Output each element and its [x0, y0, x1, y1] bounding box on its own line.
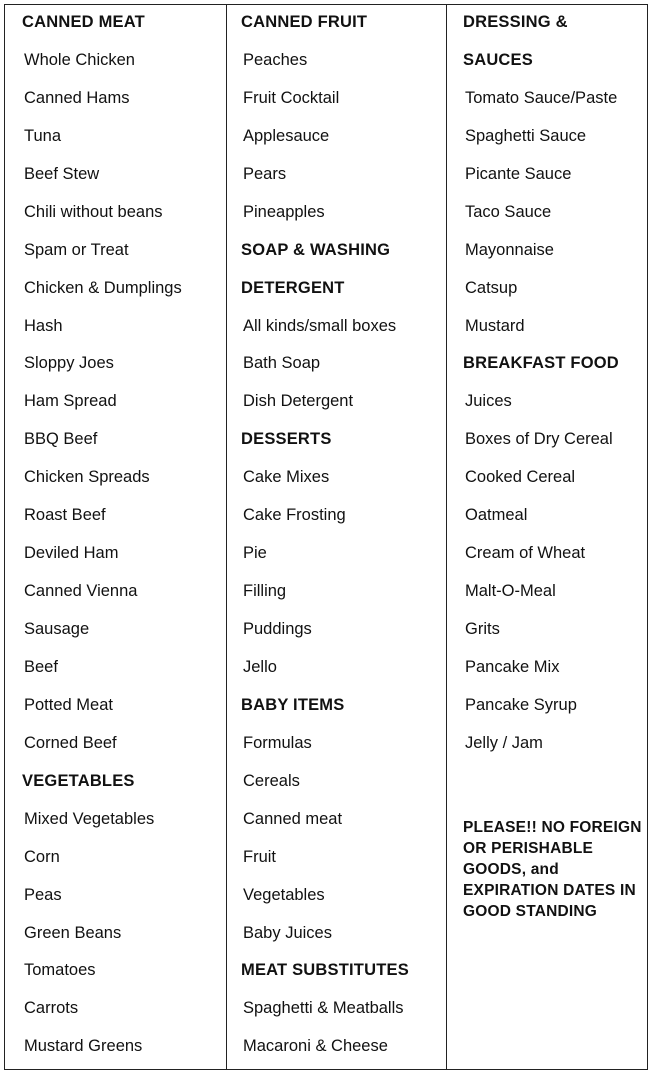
list-item: Spam or Treat	[24, 240, 129, 259]
list-item: Cream of Wheat	[465, 544, 586, 563]
column-sauces-breakfast	[463, 4, 643, 922]
list-item: Whole Chicken	[24, 50, 135, 69]
list-item: Filling	[243, 582, 287, 601]
list-item: Roast Beef	[24, 506, 106, 525]
list-item: Pineapples	[243, 202, 325, 221]
blank-row	[463, 763, 643, 801]
donation-notice: PLEASE!! NO FOREIGN OR PERISHABLE GOODS, and EXPIRATION DATES IN GOOD STANDING	[463, 818, 642, 920]
list-item: Sausage	[24, 620, 90, 638]
list-item: Cake Mixes	[243, 468, 330, 487]
list-item: Tomatoes	[24, 961, 96, 980]
list-item: Carrots	[24, 999, 79, 1018]
list-item: Canned Hams	[24, 88, 130, 107]
list-item: Spaghetti & Meatballs	[243, 999, 404, 1018]
list-item: Potted Meat	[24, 695, 113, 714]
list-item: Jello	[243, 657, 277, 676]
list-item: Mayonnaise	[465, 240, 554, 259]
list-item: Bath Soap	[243, 354, 321, 373]
list-item: Chicken Spreads	[24, 468, 150, 487]
category-heading: CANNED FRUIT	[241, 13, 368, 31]
list-item: Fruit Cocktail	[243, 88, 340, 107]
list-item: Cake Frosting	[243, 506, 346, 525]
category-heading: DETERGENT	[241, 278, 345, 297]
list-item: Macaroni & Cheese	[243, 1037, 388, 1056]
column-fruit-soap-desserts-baby	[241, 4, 441, 1066]
category-heading: MEAT SUBSTITUTES	[241, 961, 409, 980]
list-item: Cooked Cereal	[465, 468, 576, 487]
list-item: Oatmeal	[465, 506, 528, 525]
list-item: Corn	[24, 847, 60, 866]
list-item: Green Beans	[24, 923, 122, 942]
column-canned-meat-vegetables	[22, 4, 222, 1066]
category-heading: SAUCES	[463, 50, 533, 69]
list-item: Canned meat	[243, 809, 343, 828]
list-item: Beef Stew	[24, 164, 100, 183]
category-heading: BREAKFAST FOOD	[463, 354, 619, 373]
list-item: Peas	[24, 885, 62, 904]
list-item: Grits	[465, 620, 500, 638]
list-item: Beef	[24, 657, 58, 676]
list-item: Pie	[243, 544, 267, 563]
list-item: Vegetables	[243, 885, 325, 904]
list-item: Juices	[465, 392, 512, 411]
list-item: Taco Sauce	[465, 202, 552, 221]
list-item: Spaghetti Sauce	[465, 126, 587, 145]
list-item: Formulas	[243, 733, 312, 752]
category-heading: SOAP & WASHING	[241, 240, 391, 259]
list-item: Peaches	[243, 50, 308, 69]
category-heading: DESSERTS	[241, 430, 332, 449]
list-item: Chicken & Dumplings	[24, 278, 182, 297]
category-heading: VEGETABLES	[22, 771, 135, 790]
list-item: Baby Juices	[243, 923, 332, 942]
list-item: Mixed Vegetables	[24, 809, 155, 828]
column-divider	[446, 4, 447, 1070]
category-heading: CANNED MEAT	[22, 13, 145, 31]
list-item: Applesauce	[243, 126, 330, 145]
list-item: Tomato Sauce/Paste	[465, 88, 618, 107]
list-item: Boxes of Dry Cereal	[465, 430, 613, 449]
list-item: Cereals	[243, 771, 300, 790]
column-divider	[226, 4, 227, 1070]
category-heading: DRESSING &	[463, 13, 568, 31]
list-item: Tuna	[24, 126, 61, 145]
list-item: Corned Beef	[24, 733, 117, 752]
list-item: Mustard Greens	[24, 1037, 143, 1056]
list-item: Pancake Mix	[465, 657, 560, 676]
list-item: Picante Sauce	[465, 164, 572, 183]
list-item: Puddings	[243, 620, 312, 638]
list-item: Fruit	[243, 847, 276, 866]
list-item: Catsup	[465, 278, 518, 297]
list-item: Chili without beans	[24, 202, 163, 221]
list-item: Sloppy Joes	[24, 354, 114, 373]
category-heading: BABY ITEMS	[241, 695, 345, 714]
list-item: Pancake Syrup	[465, 695, 577, 714]
list-item: Dish Detergent	[243, 392, 354, 411]
list-item: Ham Spread	[24, 392, 117, 411]
list-item: Canned Vienna	[24, 582, 138, 601]
list-item: Pears	[243, 164, 287, 183]
list-item: Malt-O-Meal	[465, 582, 556, 601]
list-item: Deviled Ham	[24, 544, 119, 563]
list-item: Mustard	[465, 316, 525, 335]
list-item: BBQ Beef	[24, 430, 98, 449]
list-item: Hash	[24, 316, 63, 335]
list-item: Jelly / Jam	[465, 733, 543, 752]
list-item: All kinds/small boxes	[243, 316, 397, 335]
